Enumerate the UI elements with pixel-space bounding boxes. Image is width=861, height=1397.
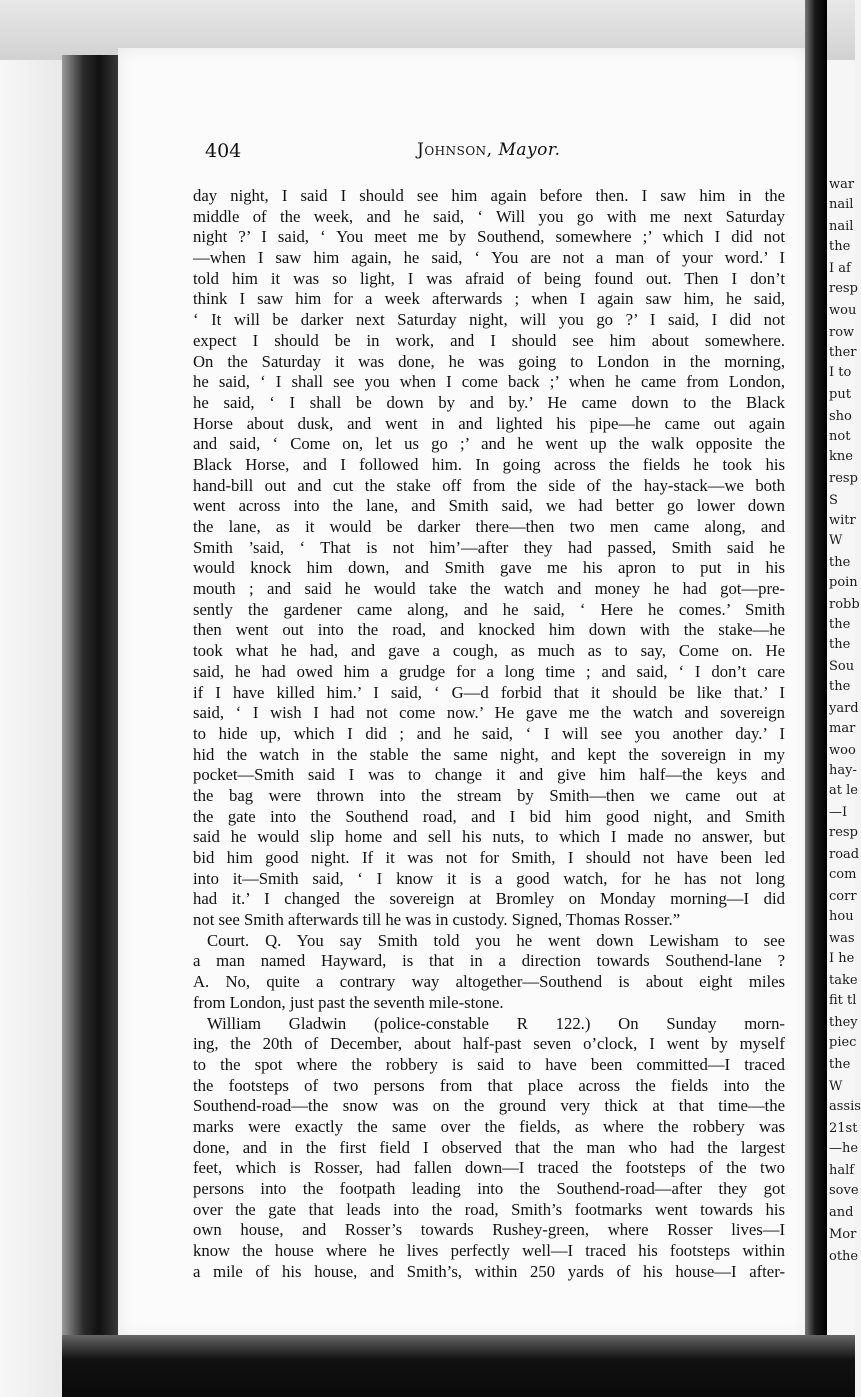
text-line: the bag were thrown into the stream by Smith—then we came out at: [193, 785, 785, 805]
facing-page-fragment: —he: [829, 1141, 859, 1156]
facing-page-fragment: yard: [829, 701, 859, 716]
text-line: not see Smith afterwards till he was in custody. Signed, Thomas Rosser.”: [193, 910, 681, 930]
facing-page-fragment: piec: [829, 1035, 857, 1050]
facing-page-fragment: not: [829, 429, 851, 444]
page-number: 404: [205, 140, 242, 162]
text-line: said he would slip home and sell his nuts, to which I made no answer, but: [193, 827, 785, 847]
text-line: marks were exactly the same over the fields, as where the robbery was: [193, 1116, 785, 1136]
text-line: a man named Hayward, is that in a direction towards Southend-lane ?: [193, 951, 785, 971]
facing-page-fragment: sove: [829, 1183, 859, 1198]
text-line: know the house where he lives perfectly well—I traced his footsteps within: [193, 1241, 785, 1261]
facing-page-fragment: poin: [829, 575, 858, 590]
text-line: hid the watch in the stable the same night, and kept the sovereign in my: [193, 744, 785, 764]
text-line: —when I saw him again, he said, ‘ You are not a man of your word.’ I: [193, 248, 785, 268]
facing-page-fragment: 21st: [829, 1121, 858, 1136]
facing-page-fragment: I to: [829, 365, 852, 380]
facing-page-fragment: ther: [829, 345, 857, 360]
book-spine-shadow: [62, 55, 124, 1355]
facing-page-fragment: the: [829, 239, 851, 254]
text-line: pocket—Smith said I was to change it and give him half—the keys and: [193, 765, 785, 785]
text-line: bid him good night. If it was not for Smith, I should not have been led: [193, 848, 785, 867]
text-line: Court. Q. You say Smith told you he went down Lewisham to see: [207, 930, 785, 950]
text-line: Horse about dusk, and went in and lighted his pipe—he came out again: [193, 413, 785, 433]
text-line: night ?’ I said, ‘ You meet me by Southend, somewhere ;’ which I did not: [193, 227, 785, 247]
facing-page-fragment: nail: [829, 219, 854, 234]
facing-page-fragment: wou: [829, 303, 857, 318]
text-line: the lane, as it would be darker there—then two men came along, and: [193, 517, 785, 536]
text-line: and said, ‘ Come on, let us go ;’ and he went up the walk opposite the: [193, 434, 785, 454]
text-line: the footsteps of two persons from that place across the fields into the: [193, 1075, 785, 1095]
text-line: into it—Smith said, ‘ I know it is a good watch, for he has not long: [193, 868, 785, 888]
facing-page-fragment: S: [829, 493, 838, 508]
text-line: Black Horse, and I followed him. In going across the fields he took his: [193, 454, 785, 474]
text-line: Smith ’said, ‘ That is not him’—after they had passed, Smith said he: [193, 537, 785, 557]
facing-page-fragment: W: [829, 533, 843, 548]
facing-page-fragment: resp: [829, 281, 858, 296]
text-line: the gate into the Southend road, and I bid him good night, and Smith: [193, 806, 785, 826]
facing-page-fragment: the: [829, 637, 851, 652]
text-line: would knock him down, and Smith gave me his apron to put in his: [193, 558, 785, 578]
text-line: sently the gardener came along, and he said, ‘ Here he comes.’ Smith: [193, 599, 785, 619]
facing-page-fragment: witr: [829, 513, 856, 528]
text-line: ‘ It will be darker next Saturday night, will you go ?’ I said, I did not: [193, 310, 785, 330]
text-line: went across into the lane, and Smith said, we had better go lower down: [193, 496, 785, 516]
facing-page-fragment: hay-: [829, 763, 857, 778]
facing-page-fragment: com: [829, 867, 857, 882]
text-line: a mile of his house, and Smith’s, within 250 yards of his house—I after-: [193, 1261, 785, 1281]
facing-page-fragment: road: [829, 847, 860, 862]
facing-page-fragment: take: [829, 973, 858, 988]
facing-page-fragment: W: [829, 1079, 843, 1094]
facing-page-fragment: the: [829, 617, 851, 632]
facing-page-fragment: and: [829, 1205, 854, 1220]
facing-page-fragment: half: [829, 1163, 855, 1178]
scan-margin: [0, 60, 62, 1397]
text-line: A. No, quite a contrary way altogether—Southend is about eight miles: [193, 972, 785, 992]
facing-page-fragment: sho: [829, 409, 852, 424]
facing-page-fragment: put: [829, 387, 851, 402]
text-line: he said, ‘ I shall be down by and by.’ He came down to the Black: [193, 392, 785, 412]
facing-page-fragment: resp: [829, 471, 858, 486]
facing-page-fragment: mar: [829, 721, 856, 736]
text-line: think I saw him for a week afterwards ; when I again saw him, he said,: [193, 289, 785, 309]
text-line: to hide up, which I did ; and he said, ‘ I will see you another day.’ I: [193, 723, 785, 743]
text-line: middle of the week, and he said, ‘ Will you go with me next Saturday: [193, 206, 785, 226]
facing-page-fragment: row: [829, 325, 855, 340]
text-line: told him it was so light, I was afraid of being found out. Then I don’t: [193, 268, 785, 288]
text-line: ing, the 20th of December, about half-past seven o’clock, I went by myself: [193, 1034, 785, 1054]
text-line: mouth ; and said he would take the watch and money he had got—pre-: [193, 579, 785, 599]
text-line: William Gladwin (police-constable R 122.) On Sunday morn-: [207, 1013, 785, 1033]
text-line: took what he had, and gave a cough, as much as to say, Come on. He: [193, 641, 785, 661]
text-line: if I have killed him.’ I said, ‘ G—d forbid that it should be like that.’ I: [193, 682, 785, 702]
facing-page-fragment: I af: [829, 261, 851, 276]
facing-page-fragment: they: [829, 1015, 858, 1030]
text-line: done, and in the first field I observed that the man who had the largest: [193, 1137, 785, 1157]
text-line: had it.’ I changed the sovereign at Bromley on Monday morning—I did: [193, 889, 785, 909]
facing-page-fragment: Mor: [829, 1227, 857, 1242]
text-line: day night, I said I should see him again before then. I saw him in the: [193, 186, 785, 205]
facing-page-fragment: resp: [829, 825, 858, 840]
facing-page-fragment: nail: [829, 197, 854, 212]
body-text: [193, 186, 785, 1282]
facing-page-fragment: hou: [829, 909, 854, 924]
text-line: to the spot where the robbery is said to have been committed—I traced: [193, 1054, 785, 1074]
facing-page-fragment: —I: [829, 805, 848, 820]
text-line: Southend-road—the snow was on the ground very thick at that time—the: [193, 1096, 785, 1116]
text-line: On the Saturday it was done, he was going to London in the morning,: [193, 351, 785, 371]
facing-page-fragment: kne: [829, 449, 853, 464]
text-line: said, ‘ I wish I had not come now.’ He gave me the watch and sovereign: [193, 703, 785, 723]
scan-bottom-shadow: [62, 1335, 855, 1397]
facing-page-fragment: corr: [829, 889, 857, 904]
facing-page-fragment: woo: [829, 743, 856, 758]
text-line: then went out into the road, and knocked him down with the stake—he: [193, 620, 785, 640]
text-line: over the gate that leads into the road, Smith’s footmarks went towards his: [193, 1199, 785, 1219]
facing-page-fragment: the: [829, 1057, 851, 1072]
facing-page: [827, 60, 861, 1350]
text-line: persons into the footpath leading into the Southend-road—after they got: [193, 1179, 785, 1198]
text-line: own house, and Rosser’s towards Rushey-green, where Rosser lives—I: [193, 1220, 785, 1240]
facing-page-fragment: I he: [829, 951, 855, 966]
text-line: he said, ‘ I shall see you when I come back ;’ when he came from London,: [193, 372, 785, 392]
text-line: feet, which is Rosser, had fallen down—I traced the footsteps of the two: [193, 1158, 785, 1178]
facing-page-fragment: fit tl: [829, 993, 857, 1008]
text-line: hand-bill out and cut the stake off from the side of the hay-stack—we both: [193, 475, 785, 495]
page-header: [205, 140, 780, 168]
facing-page-fragment: assis: [829, 1099, 861, 1114]
text-line: said, he had owed him a grudge for a long time ; and said, ‘ I don’t care: [193, 661, 785, 681]
running-head: Johnson, Mayor.: [417, 140, 561, 160]
facing-page-fragment: was: [829, 931, 855, 946]
facing-page-fragment: othe: [829, 1249, 859, 1264]
text-line: from London, just past the seventh mile-stone.: [193, 992, 504, 1012]
facing-page-fragment: war: [829, 177, 855, 192]
facing-page-fragment: robb: [829, 597, 860, 612]
facing-page-fragment: Sou: [829, 659, 855, 674]
facing-page-fragment: at le: [829, 783, 858, 798]
book-gutter: [805, 0, 827, 1397]
text-line: expect I should be in work, and I should see him about somewhere.: [193, 330, 785, 350]
facing-page-fragment: the: [829, 679, 851, 694]
facing-page-fragment: the: [829, 555, 851, 570]
